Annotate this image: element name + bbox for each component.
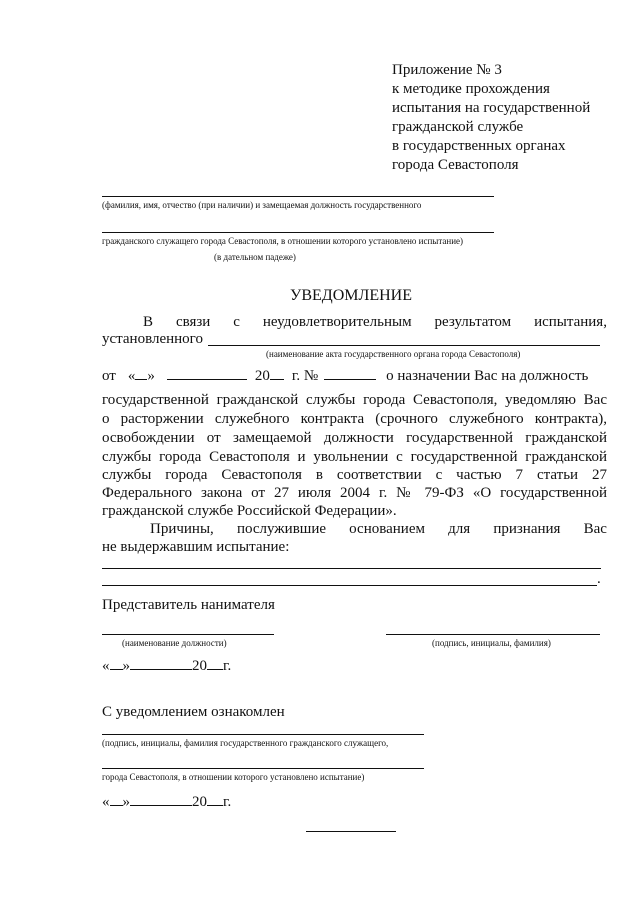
word: для — [448, 521, 471, 537]
word: результатом — [434, 314, 512, 330]
established-label: установленного — [102, 331, 203, 347]
acknowledgement-year-field[interactable] — [207, 792, 223, 806]
date-close-quote: » — [122, 794, 130, 810]
year-prefix: 20 — [254, 368, 270, 384]
appointment-text: о назначении Вас на должность — [386, 368, 589, 384]
addressee-servant-field[interactable] — [102, 232, 494, 233]
date-open-quote: « — [127, 368, 136, 384]
employer-position-field[interactable] — [102, 634, 274, 635]
appendix-line: в государственных органах — [392, 138, 566, 154]
acknowledgement-signature-field[interactable] — [102, 734, 424, 735]
employer-day-field[interactable] — [110, 656, 123, 670]
act-name-caption: (наименование акта государственного органа города Севастополя) — [266, 349, 521, 359]
order-year-field[interactable] — [270, 366, 284, 380]
acknowledgement-month-field[interactable] — [130, 792, 192, 806]
appendix-block — [392, 61, 590, 175]
reasons-field-2[interactable] — [102, 585, 597, 586]
paragraph-1-line-1 — [143, 313, 607, 332]
body-line: Федерального закона от 27 июля 2004 г. № 79-ФЗ «О государственной — [102, 485, 607, 501]
document-title: УВЕДОМЛЕНИЕ — [290, 287, 412, 304]
acknowledgement-date-line — [102, 792, 231, 812]
body-line-last: гражданской службе Российской Федерации». — [102, 503, 397, 519]
order-month-field[interactable] — [167, 366, 247, 380]
appendix-line: испытания на государственной — [392, 100, 591, 116]
reasons-period: . — [597, 571, 601, 587]
date-open-quote: « — [102, 794, 110, 810]
word: Вас — [583, 521, 607, 537]
employer-position-caption: (наименование должности) — [122, 638, 227, 648]
year-prefix: 20 — [192, 658, 207, 674]
word: неудовлетворительным — [262, 314, 412, 330]
order-day-field[interactable] — [135, 366, 147, 380]
word: Причины, — [150, 521, 214, 537]
word: с — [233, 314, 240, 330]
reasons-field-1[interactable] — [102, 568, 601, 569]
employer-signature-caption: (подпись, инициалы, фамилия) — [432, 638, 551, 648]
year-prefix: 20 — [192, 794, 207, 810]
acknowledgement-servant-field[interactable] — [102, 768, 424, 769]
employer-signature-field[interactable] — [386, 634, 600, 635]
word: признания — [493, 521, 561, 537]
body-line: освобождении от замещаемой должности государственной гражданской — [102, 430, 607, 446]
dative-case-caption: (в дательном падеже) — [214, 252, 296, 262]
employer-month-field[interactable] — [130, 656, 192, 670]
body-line: о расторжении служебного контракта (срочного служебного контракта), — [102, 411, 607, 427]
year-suffix: г. — [223, 658, 232, 674]
word: испытания, — [534, 314, 607, 330]
date-close-quote: » — [147, 368, 155, 384]
order-number-field[interactable] — [324, 366, 376, 380]
date-open-quote: « — [102, 658, 110, 674]
acknowledgement-caption-2: города Севастополя, в отношении которого установлено испытание) — [102, 772, 365, 782]
addressee-fio-caption: (фамилия, имя, отчество (при наличии) и замещаемая должность государственного — [102, 200, 422, 210]
word: связи — [175, 314, 211, 330]
closing-divider — [306, 831, 396, 832]
addressee-fio-field[interactable] — [102, 196, 494, 197]
from-label: от — [102, 368, 116, 384]
body-line: государственной гражданской службы города Севастополя, уведомляю Вас — [102, 392, 607, 408]
reasons-line-2: не выдержавшим испытание: — [102, 539, 290, 555]
appendix-line: Приложение № 3 — [392, 62, 502, 78]
acknowledgement-label: С уведомлением ознакомлен — [102, 704, 285, 720]
body-line: службы города Севастополя в соответствии с частью 7 статьи 27 — [102, 467, 607, 483]
acknowledgement-day-field[interactable] — [110, 792, 123, 806]
addressee-servant-caption: гражданского служащего города Севастополя, в отношении которого установлено испытание) — [102, 236, 463, 246]
order-date-line — [102, 366, 588, 386]
reasons-line-1 — [150, 520, 607, 539]
acknowledgement-caption-1: (подпись, инициалы, фамилия государственного гражданского служащего, — [102, 738, 389, 748]
word: основанием — [349, 521, 425, 537]
appendix-line: города Севастополя — [392, 157, 519, 173]
date-close-quote: » — [122, 658, 130, 674]
appendix-line: гражданской службе — [392, 119, 524, 135]
year-suffix: г. — [223, 794, 232, 810]
appendix-line: к методике прохождения — [392, 81, 550, 97]
word: В — [143, 314, 154, 330]
body-line: службы города Севастополя и увольнении с государственной гражданской — [102, 449, 607, 465]
employer-year-field[interactable] — [207, 656, 223, 670]
year-number-label: г. № — [291, 368, 319, 384]
act-name-field[interactable] — [208, 345, 600, 346]
employer-label: Представитель нанимателя — [102, 597, 275, 613]
employer-date-line — [102, 656, 231, 676]
word: послужившие — [236, 521, 327, 537]
